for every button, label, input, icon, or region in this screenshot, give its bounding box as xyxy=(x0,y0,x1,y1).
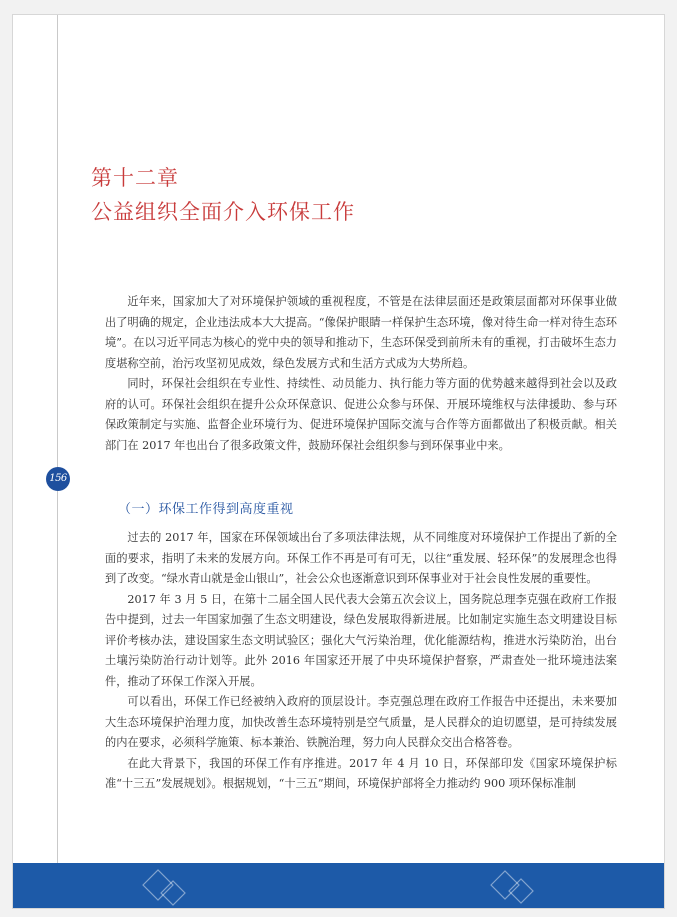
chapter-heading xyxy=(91,161,355,229)
footer-band xyxy=(13,863,664,908)
intro-text xyxy=(105,292,617,456)
section-paragraph: 2017 年 3 月 5 日，在第十二届全国人民代表大会第五次会议上，国务院总理李克强在政府工作报告中提到，过去一年国家加强了生态文明建设，绿色发展取得新进展。比如制定实施生态文明建设目标评价考核办法，建设国家生态文明试验区；强化大气污染治理，优化能源结构，推进水污染防治，出台土壤污染防治行动计划等。此外 2016 年国家还开展了中央环境保护督察，严肃查处一批环境违法案件，推动了环保工作深入开展。 xyxy=(105,592,617,688)
section-heading: （一）环保工作得到高度重视 xyxy=(118,502,294,517)
section-paragraph: 过去的 2017 年，国家在环保领域出台了多项法律法规，从不同维度对环境保护工作提出了新的全面的要求，指明了未来的发展方向。环保工作不再是可有可无，以往“重发展、轻环保”的发展理念也得到了改变。“绿水青山就是金山银山”，社会公众也逐渐意识到环保事业对于社会良性发展的重要性。 xyxy=(105,531,617,585)
section-paragraph: 在此大背景下，我国的环保工作有序推进。2017 年 4 月 10 日，环保部印发《国家环境保护标准“十三五”发展规划》。根据规划，“十三五”期间，环境保护部将全力推动约 900 项环保标准制 xyxy=(105,756,617,790)
margin-rule xyxy=(57,15,58,895)
intro-paragraph: 同时，环保社会组织在专业性、持续性、动员能力、执行能力等方面的优势越来越得到社会以及政府的认可。环保社会组织在提升公众环保意识、促进公众参与环保、开展环境维权与法律援助、参与环保政策制定与实施、监督企业环境行为、促进环境保护国际交流与合作等方面都做出了积极贡献。相关部门在 2017 年也出台了很多政策文件，鼓励环保社会组织参与到环保事业中来。 xyxy=(105,377,617,452)
section-paragraph: 可以看出，环保工作已经被纳入政府的顶层设计。李克强总理在政府工作报告中还提出，未来要加大生态环境保护治理力度，加快改善生态环境特别是空气质量，是人民群众的迫切愿望，是可持续发展的内在要求，必须科学施策、标本兼治、铁腕治理，努力向人民群众交出合格答卷。 xyxy=(105,695,617,749)
chapter-number: 第十二章 xyxy=(91,166,179,190)
page-number-badge: 156 xyxy=(46,467,70,491)
intro-paragraph: 近年来，国家加大了对环境保护领域的重视程度，不管是在法律层面还是政策层面都对环保事业做出了明确的规定，企业违法成本大大提高。“像保护眼睛一样保护生态环境，像对待生命一样对待生态环境”。在以习近平同志为核心的党中央的领导和推动下，生态环保受到前所未有的重视，打击破坏生态力度堪称空前，治污攻坚初见成效，绿色发展方式和生活方式成为大势所趋。 xyxy=(105,295,617,370)
book-page xyxy=(12,14,665,909)
footer-diamond-pattern xyxy=(13,863,664,908)
chapter-title: 公益组织全面介入环保工作 xyxy=(91,200,355,224)
section-text xyxy=(105,528,617,795)
